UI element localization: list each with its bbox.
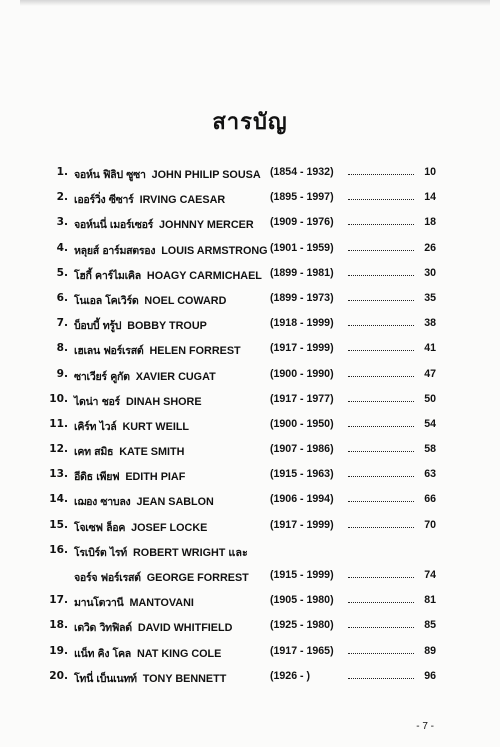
- dot-leader: [348, 451, 414, 452]
- entry-number: 11.: [49, 417, 68, 430]
- entry-english-name: ROBERT WRIGHT และ: [133, 546, 248, 559]
- entry-name: [74, 216, 254, 233]
- entry-years: (1925 - 1980): [270, 619, 334, 632]
- toc-entry: [42, 569, 442, 594]
- entry-english-name: JEAN SABLON: [136, 496, 214, 509]
- toc-entry: [42, 418, 442, 443]
- entry-thai-name: ไดน่า ชอร์: [74, 395, 120, 408]
- toc-entry: [42, 342, 442, 367]
- entry-thai-name: ซาเวียร์ คูกัต: [74, 370, 130, 383]
- toc-entry: [42, 267, 442, 292]
- toc-entry: [42, 317, 442, 342]
- entry-name: [74, 569, 249, 586]
- entry-page: 50: [424, 392, 436, 405]
- dot-leader: [348, 250, 414, 251]
- entry-thai-name: โรเบิร์ต ไรท์: [74, 546, 127, 559]
- entry-thai-name: จอห์นนี่ เมอร์เซอร์: [74, 219, 154, 232]
- entry-english-name: GEORGE FORREST: [146, 572, 249, 584]
- entry-number: 13.: [49, 468, 68, 481]
- toc-entry: [42, 519, 442, 544]
- entry-page: 18: [424, 216, 436, 229]
- entry-thai-name: เออร์วิ่ง ซีซาร์: [74, 194, 134, 207]
- entry-english-name: KATE SMITH: [119, 446, 185, 459]
- entry-english-name: HELEN FORREST: [149, 345, 241, 358]
- entry-english-name: XAVIER CUGAT: [135, 370, 216, 383]
- entry-english-name: BOBBY TROUP: [127, 320, 207, 333]
- toc-entry: [42, 443, 442, 468]
- entry-number: 5.: [56, 266, 68, 279]
- dot-leader: [348, 376, 414, 377]
- entry-years: (1926 - ): [270, 669, 311, 682]
- entry-name: [74, 645, 221, 662]
- entry-english-name: JOHN PHILIP SOUSA: [151, 169, 261, 181]
- page-top-edge: [20, 0, 490, 6]
- entry-years: (1918 - 1999): [270, 317, 334, 330]
- dot-leader: [348, 426, 414, 427]
- toc-entry: [42, 594, 442, 619]
- dot-leader: [348, 627, 414, 628]
- entry-page: 14: [424, 191, 436, 204]
- toc-entry: [42, 242, 442, 267]
- entry-thai-name: จอร์จ ฟอร์เรสต์: [74, 572, 141, 584]
- toc-entry: [42, 493, 442, 518]
- entry-english-name: JOHNNY MERCER: [159, 219, 254, 232]
- entry-english-name: EDITH PIAF: [125, 471, 186, 484]
- entry-thai-name: แน็ท คิง โคล: [74, 647, 131, 660]
- toc-entry: [42, 619, 442, 644]
- entry-thai-name: โนเอล โคเวิร์ด: [74, 294, 139, 307]
- entry-name: [74, 317, 207, 334]
- entry-years: (1917 - 1999): [270, 342, 334, 355]
- dot-leader: [348, 476, 414, 477]
- dot-leader: [348, 325, 414, 326]
- entry-page: 10: [424, 166, 436, 178]
- entry-page: 58: [424, 443, 436, 456]
- toc-entry: [42, 544, 442, 569]
- entry-name: [74, 368, 216, 385]
- entry-thai-name: บ็อบบี้ ทรู้ป: [74, 320, 122, 333]
- entry-thai-name: หลุยส์ อาร์มสตรอง: [74, 244, 156, 257]
- entry-years: (1899 - 1973): [270, 291, 334, 304]
- entry-page: 89: [424, 644, 436, 657]
- dot-leader: [348, 199, 414, 200]
- entry-number: 3.: [56, 216, 68, 229]
- entry-years: (1917 - 1977): [270, 392, 334, 405]
- dot-leader: [348, 275, 414, 276]
- entry-number: 9.: [56, 367, 68, 380]
- entry-years: (1917 - 1965): [270, 644, 334, 657]
- entry-years: (1900 - 1990): [270, 367, 334, 380]
- entry-thai-name: จอห์น ฟิลิป ซูซา: [74, 169, 146, 181]
- entry-name: [74, 191, 225, 208]
- entry-name: [74, 443, 184, 460]
- dot-leader: [348, 174, 414, 175]
- entry-page: 38: [424, 317, 436, 330]
- entry-name: [74, 544, 248, 561]
- entry-number: 18.: [49, 619, 68, 632]
- entry-number: 20.: [49, 669, 68, 682]
- dot-leader: [348, 527, 414, 528]
- dot-leader: [348, 401, 414, 402]
- dot-leader: [348, 653, 414, 654]
- entry-page: 26: [424, 241, 436, 254]
- entry-name: [74, 418, 189, 435]
- dot-leader: [348, 602, 414, 603]
- entry-page: 63: [424, 468, 436, 481]
- toc-entry: [42, 191, 442, 216]
- entry-name: [74, 493, 214, 510]
- dot-leader: [348, 300, 414, 301]
- toc-entry: [42, 393, 442, 418]
- entry-name: [74, 292, 226, 309]
- entry-thai-name: เคิร์ท ไวล์: [74, 420, 117, 433]
- entry-name: [74, 393, 202, 410]
- entry-english-name: NAT KING COLE: [136, 647, 222, 660]
- entry-name: [74, 468, 185, 485]
- entry-thai-name: เฮเลน ฟอร์เรสต์: [74, 345, 144, 358]
- entry-years: (1899 - 1981): [270, 266, 334, 279]
- entry-english-name: MANTOVANI: [129, 597, 194, 610]
- entry-english-name: JOSEF LOCKE: [131, 521, 208, 534]
- entry-years: (1917 - 1999): [270, 518, 334, 531]
- entry-name: [74, 594, 194, 611]
- entry-thai-name: มานโตวานี: [74, 597, 124, 610]
- toc-entry: [42, 166, 442, 191]
- entry-number: 15.: [49, 518, 68, 531]
- entry-thai-name: เฌอง ซาบลง: [74, 496, 131, 509]
- entry-number: 10.: [49, 392, 68, 405]
- entry-english-name: NOEL COWARD: [144, 294, 227, 307]
- entry-number: 6.: [56, 291, 68, 304]
- entry-years: (1905 - 1980): [270, 594, 334, 607]
- entry-thai-name: อีดิธ เพียฟ: [74, 471, 120, 484]
- table-of-contents: [42, 166, 442, 695]
- entry-number: 16.: [49, 543, 68, 556]
- entry-years: (1909 - 1976): [270, 216, 334, 229]
- entry-number: 12.: [49, 443, 68, 456]
- entry-name: [74, 166, 261, 183]
- entry-thai-name: โฮกี้ คาร์ไมเคิล: [74, 269, 141, 282]
- entry-number: 1.: [56, 166, 68, 178]
- entry-page: 35: [424, 291, 436, 304]
- entry-years: (1901 - 1959): [270, 241, 334, 254]
- entry-page: 81: [424, 594, 436, 607]
- entry-number: 8.: [56, 342, 68, 355]
- entry-name: [74, 342, 241, 359]
- page-title: สารบัญ: [212, 110, 288, 135]
- entry-thai-name: เดวิด วิทฟิลด์: [74, 622, 132, 635]
- toc-entry: [42, 645, 442, 670]
- dot-leader: [348, 501, 414, 502]
- entry-years: (1900 - 1950): [270, 417, 334, 430]
- entry-page: 47: [424, 367, 436, 380]
- entry-name: [74, 519, 207, 536]
- entry-years: (1915 - 1963): [270, 468, 334, 481]
- entry-page: 30: [424, 266, 436, 279]
- entry-english-name: KURT WEILL: [122, 420, 190, 433]
- toc-entry: [42, 292, 442, 317]
- entry-number: 17.: [49, 594, 68, 607]
- entry-number: 4.: [56, 241, 68, 254]
- dot-leader: [348, 350, 414, 351]
- entry-english-name: HOAGY CARMICHAEL: [146, 269, 262, 282]
- toc-entry: [42, 670, 442, 695]
- toc-entry: [42, 368, 442, 393]
- entry-years: (1907 - 1986): [270, 443, 334, 456]
- entry-page: 70: [424, 518, 436, 531]
- entry-thai-name: โทนี่ เบ็นเนทท์: [74, 672, 137, 685]
- entry-page: 74: [424, 569, 436, 581]
- toc-entry: [42, 216, 442, 241]
- entry-page: 41: [424, 342, 436, 355]
- entry-years: (1906 - 1994): [270, 493, 334, 506]
- entry-english-name: TONY BENNETT: [142, 672, 227, 685]
- entry-page: 54: [424, 417, 436, 430]
- toc-entry: [42, 468, 442, 493]
- entry-years: (1895 - 1997): [270, 191, 334, 204]
- entry-english-name: IRVING CAESAR: [139, 194, 226, 207]
- dot-leader: [348, 577, 414, 578]
- entry-name: [74, 242, 268, 259]
- page-number: - 7 -: [416, 721, 434, 732]
- entry-number: 19.: [49, 644, 68, 657]
- entry-name: [74, 670, 226, 687]
- entry-years: (1854 - 1932): [270, 166, 334, 178]
- entry-english-name: DINAH SHORE: [125, 395, 202, 408]
- entry-years: (1915 - 1999): [270, 569, 334, 581]
- entry-english-name: DAVID WHITFIELD: [137, 622, 233, 635]
- entry-page: 96: [424, 669, 436, 682]
- dot-leader: [348, 678, 414, 679]
- entry-page: 85: [424, 619, 436, 632]
- entry-thai-name: เคท สมิธ: [74, 446, 114, 459]
- entry-thai-name: โจเซฟ ล็อค: [74, 521, 126, 534]
- dot-leader: [348, 224, 414, 225]
- entry-number: 14.: [49, 493, 68, 506]
- entry-page: 66: [424, 493, 436, 506]
- entry-number: 2.: [56, 191, 68, 204]
- entry-english-name: LOUIS ARMSTRONG: [161, 244, 268, 257]
- entry-number: 7.: [56, 317, 68, 330]
- entry-name: [74, 267, 262, 284]
- entry-name: [74, 619, 232, 636]
